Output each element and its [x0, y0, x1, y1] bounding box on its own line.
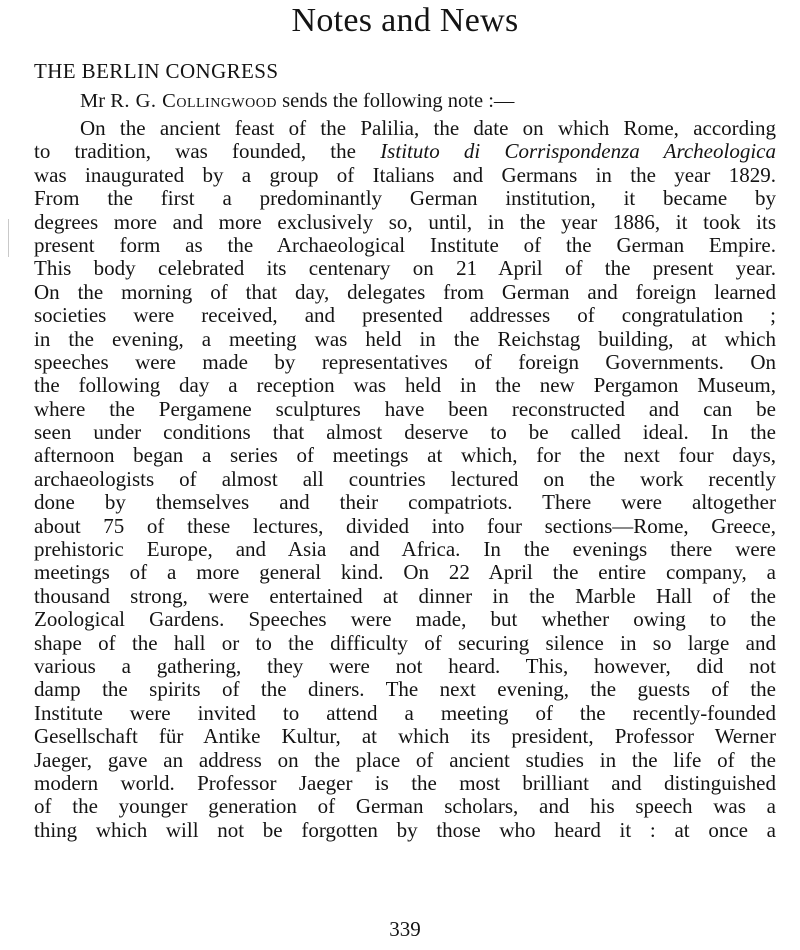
text-line: where the Pergamene sculptures have been reconstructed and can be [34, 396, 776, 421]
text-line-italic-title [34, 140, 776, 163]
institute-name: Istituto di Corrispondenza Archeologica [380, 139, 776, 164]
intro-line [34, 88, 776, 114]
text-line: meetings of a more general kind. On 22 April the entire company, a [34, 560, 776, 585]
text-line: thousand strong, were entertained at dinner in the Marble Hall of the [34, 583, 776, 608]
text-line: This body celebrated its centenary on 21 April of the present year. [34, 256, 776, 281]
document-page [34, 0, 776, 950]
text-line: seen under conditions that almost deserve to be called ideal. In the [34, 420, 776, 445]
text-line: archaeologists of almost all countries lectured on the work recently [34, 466, 776, 491]
text-line: about 75 of these lectures, divided into four sections—Rome, Greece, [34, 513, 776, 538]
text-line: Gesellschaft für Antike Kultur, at which its president, Professor Werner [34, 724, 776, 749]
text-line: Jaeger, gave an address on the place of ancient studies in the life of the [34, 747, 776, 772]
text-line: in the evening, a meeting was held in the Reichstag building, at which [34, 326, 776, 351]
text-line: Institute were invited to attend a meeting of the recently-founded [34, 700, 776, 725]
text-line: prehistoric Europe, and Asia and Africa. In the evenings there were [34, 537, 776, 562]
intro-prefix: Mr [80, 90, 111, 112]
text-line: thing which will not be forgotten by those who heard it : at once a [34, 817, 776, 842]
text-line: various a gathering, they were not heard. This, however, did not [34, 653, 776, 678]
margin-mark [8, 219, 9, 257]
intro-author: R. G. Collingwood [110, 90, 277, 112]
text-line: speeches were made by representatives of foreign Governments. On [34, 349, 776, 374]
intro-suffix: sends the following note :— [276, 90, 515, 112]
article-body [34, 117, 776, 842]
text-line: done by themselves and their compatriots. There were altogether [34, 490, 776, 515]
text-line: On the ancient feast of the Palilia, the date on which Rome, according [80, 116, 776, 140]
text-line: degrees more and more exclusively so, until, in the year 1886, it took its [34, 209, 776, 234]
text-line: afternoon began a series of meetings at which, for the next four days, [34, 443, 776, 468]
text-line: societies were received, and presented addresses of congratulation ; [34, 303, 776, 328]
section-heading: THE BERLIN CONGRESS [34, 59, 279, 83]
text-line: From the first a predominantly German institution, it became by [34, 186, 776, 211]
text-line: modern world. Professor Jaeger is the most brilliant and distinguished [34, 770, 776, 795]
text-line: shape of the hall or to the difficulty of securing silence in so large and [34, 630, 776, 655]
text-line: the following day a reception was held in the new Pergamon Museum, [34, 373, 776, 398]
page-title: Notes and News [291, 2, 519, 39]
text-line: On the morning of that day, delegates from German and foreign learned [34, 279, 776, 304]
text-line: present form as the Archaeological Institute of the German Empire. [34, 232, 776, 257]
page-number: 339 [389, 917, 421, 941]
text-line: damp the spirits of the diners. The next evening, the guests of the [34, 677, 776, 702]
text-line: Zoological Gardens. Speeches were made, but whether owing to the [34, 607, 776, 632]
text-line: of the younger generation of German scholars, and his speech was a [34, 794, 776, 819]
text-line: was inaugurated by a group of Italians and Germans in the year 1829. [34, 162, 776, 187]
text-line-start: to tradition, was founded, the [34, 139, 381, 164]
